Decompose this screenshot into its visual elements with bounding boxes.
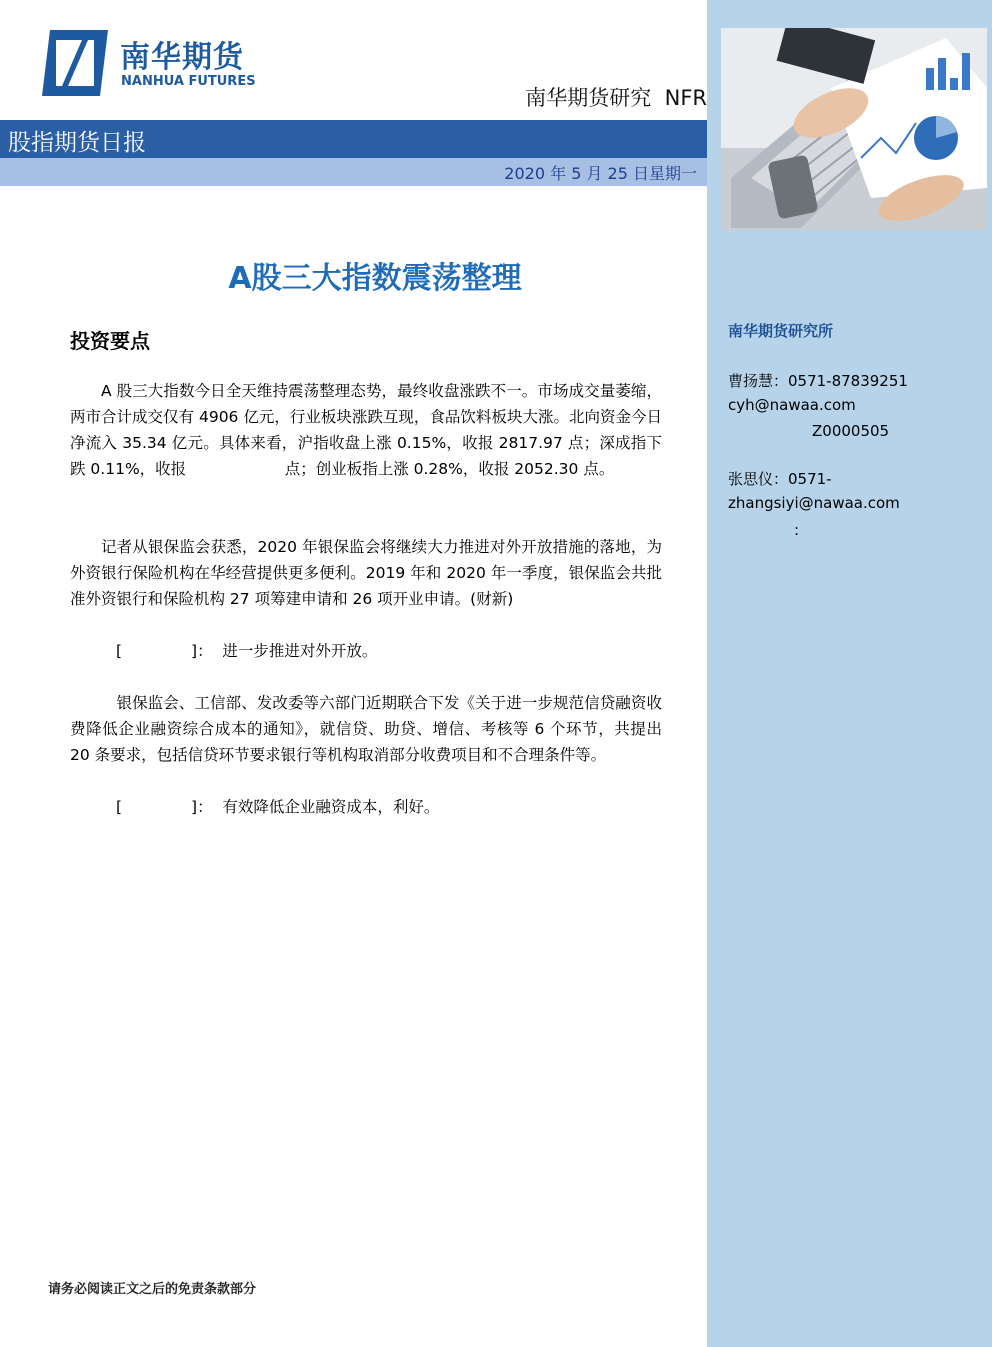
comment-2: [ ]： 有效降低企业融资成本，利好。 [116,798,440,816]
brand-name-cn: 南华期货 [120,40,244,75]
analyst-1-email: cyh@nawaa.com [728,396,856,414]
report-date: 2020 年 5 月 25 日星期一 [504,164,697,183]
report-type-bar [0,120,707,158]
institute-name: 南华期货研究所 [728,322,834,340]
comment-1: [ ]： 进一步推进对外开放。 [116,642,378,660]
date-bar [0,158,707,186]
paragraph-market: A 股三大指数今日全天维持震荡整理态势，最终收盘涨跌不一。市场成交量萎缩，两市合计成交仅有 4906 亿元，行业板块涨跌互现，食品饮料板块大涨。北向资金今日净流入 35.34 亿元。具体来看，沪指收盘上涨 0.15%，收报 2817.97 点；深成指下跌 0.11%，收报 点；创业板指上涨 0.28%，收报 2052.30 点。 [70,382,662,478]
analyst-2-email: zhangsiyi@nawaa.com [728,494,900,512]
section-heading: 投资要点 [70,329,150,353]
disclaimer-note: 请务必阅读正文之后的免责条款部分 [48,1282,257,1297]
report-title: A股三大指数震荡整理 [228,261,522,296]
brand-name-en: NANHUA FUTURES [121,74,256,89]
research-label: 南华期货研究 NFR [525,86,707,110]
report-type: 股指期货日报 [8,130,146,156]
hero-image [721,28,987,230]
paragraph-regulator: 记者从银保监会获悉，2020 年银保监会将继续大力推进对外开放措施的落地，为外资银行保险机构在华经营提供更多便利。2019 年和 2020 年一季度，银保监会共批准外资银行和保险机构 27 项筹建申请和 26 项开业申请。(财新) [70,538,662,608]
nanhua-logo [42,30,272,96]
analyst-1-cert: Z0000505 [812,422,890,440]
analyst-2-cert: : [794,521,800,539]
analyst-2-phone: 张思仪：0571- [728,470,832,488]
logo-mark-icon [42,30,108,96]
analyst-1-phone: 曹扬慧：0571-87839251 [728,372,908,390]
paragraph-financing: 银保监会、工信部、发改委等六部门近期联合下发《关于进一步规范信贷融资收费降低企业融资综合成本的通知》，就信贷、助贷、增信、考核等 6 个环节，共提出 20 条要求，包括信贷环节要求银行等机构取消部分收费项目和不合理条件等。 [70,694,662,764]
